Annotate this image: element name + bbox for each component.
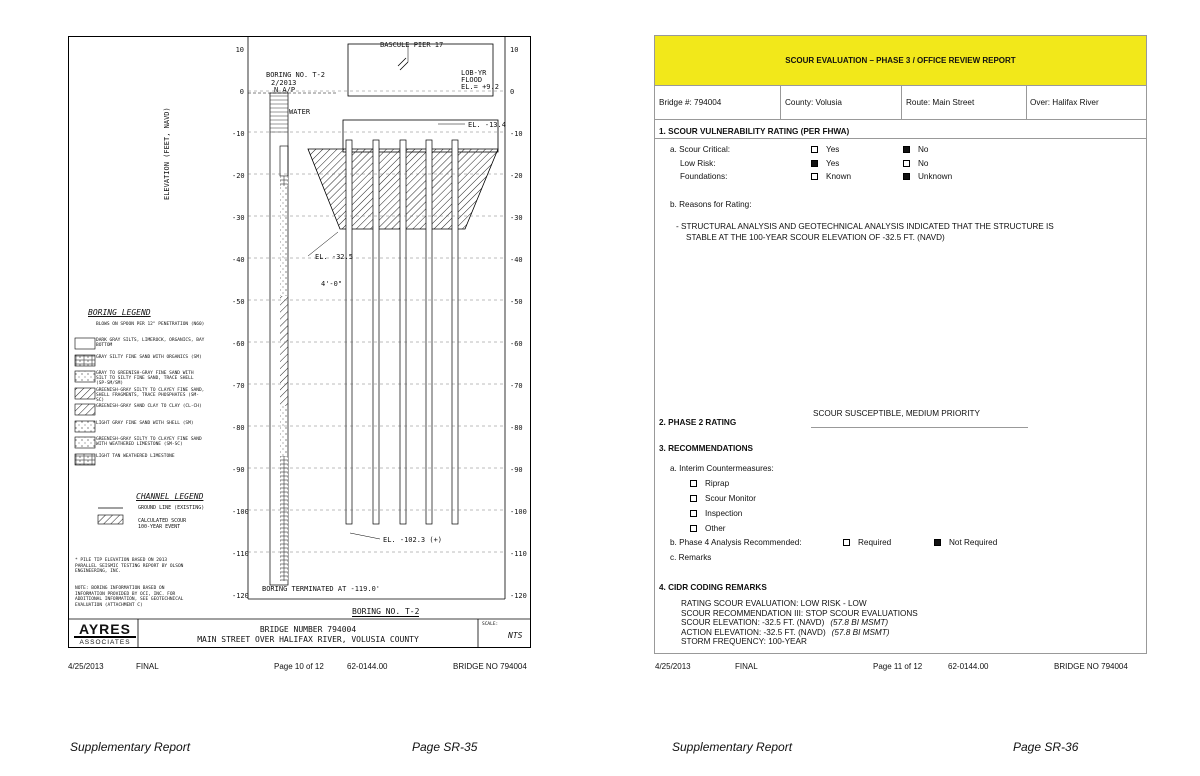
flood-label-line: EL.= +9.2 bbox=[461, 83, 499, 91]
flood-label bbox=[461, 70, 499, 91]
interim-item[interactable] bbox=[690, 479, 729, 488]
boring-legend-item: GREENISH-GRAY SILTY TO CLAYEY FINE SAND WITH WEATHERED LIMESTONE (SM-SC) bbox=[96, 437, 202, 448]
cidr-line-extra: (57.8 BI MSMT) bbox=[830, 618, 889, 627]
elevation-tick-label: -120 bbox=[510, 592, 527, 600]
reasons-text: - STRUCTURAL ANALYSIS AND GEOTECHNICAL ANALYSIS INDICATED THAT THE STRUCTURE IS bbox=[676, 222, 1054, 231]
left-footer-job: 62-0144.00 bbox=[347, 662, 388, 671]
el-scour-label: EL. -32.5 bbox=[315, 253, 353, 261]
s4-title: 4. CIDR CODING REMARKS bbox=[659, 583, 767, 592]
notes: NOTE: BORING INFORMATION BASED ON INFORMATION PROVIDED BY OCI, INC. FOR ADDITIONAL INFORMATION, SEE GEOTECHNICAL EVALUATION (ATTACHMENT C) bbox=[75, 586, 184, 608]
drawing-title-line: BRIDGE NUMBER 794004 bbox=[259, 625, 357, 634]
checkbox-checked[interactable] bbox=[811, 160, 818, 167]
checkbox-checked[interactable] bbox=[903, 146, 910, 153]
elevation-tick-label: 10 bbox=[510, 46, 519, 54]
ayres-logo bbox=[74, 622, 136, 646]
cidr-line-extra: (57.8 BI MSMT) bbox=[831, 627, 890, 637]
elevation-tick-label: -30 bbox=[232, 214, 245, 222]
right-footer-page: Page 11 of 12 bbox=[873, 662, 923, 671]
elevation-tick-label: -100 bbox=[510, 508, 527, 516]
interim-item-label: Other bbox=[705, 524, 726, 533]
cidr-line-text: SCOUR RECOMMENDATION III: STOP SCOUR EVALUATIONS bbox=[681, 608, 918, 618]
elevation-tick-label: -60 bbox=[510, 340, 523, 348]
boring-legend-item: BLOWS ON SPOON PER 12" PENETRATION (N60) bbox=[96, 322, 205, 327]
el-tip-label: EL. -102.3 (+) bbox=[383, 536, 443, 544]
cidr-line-text: RATING SCOUR EVALUATION: LOW RISK - LOW bbox=[681, 599, 867, 608]
s1-option-label: Yes bbox=[826, 145, 840, 154]
left-supp-report: Supplementary Report bbox=[70, 740, 191, 754]
interim-item-label: Scour Monitor bbox=[705, 494, 756, 503]
s1-option[interactable] bbox=[811, 145, 839, 154]
left-footer-status: FINAL bbox=[136, 662, 159, 671]
left-footer-bridge: BRIDGE NO 794004 bbox=[453, 662, 527, 671]
channel-legend-title: CHANNEL LEGEND bbox=[136, 492, 204, 501]
boring-footer-label: BORING NO. T-2 bbox=[352, 607, 420, 616]
left-footer-page: Page 10 of 12 bbox=[274, 662, 324, 671]
right-supp-page: Page SR-36 bbox=[1013, 740, 1079, 754]
logo-subtext: ASSOCIATES bbox=[79, 639, 131, 646]
s1-option[interactable] bbox=[811, 172, 851, 181]
checkbox-empty[interactable] bbox=[843, 539, 850, 546]
s1-option[interactable] bbox=[903, 172, 952, 181]
s1-row-label: a. Scour Critical: bbox=[670, 145, 731, 154]
elevation-tick-label: -40 bbox=[510, 256, 523, 264]
boring-legend-item: DARK GRAY SILTS, LIMEROCK, ORGANICS, BAY BOTTOM bbox=[96, 338, 205, 349]
boring-terminated: BORING TERMINATED AT -119.0' bbox=[262, 585, 381, 593]
checkbox-empty[interactable] bbox=[690, 495, 697, 502]
elevation-tick-label: -80 bbox=[232, 424, 245, 432]
reasons-text: STABLE AT THE 100-YEAR SCOUR ELEVATION OF -32.5 FT. (NAVD) bbox=[686, 233, 945, 242]
phase4-required[interactable] bbox=[843, 538, 891, 547]
cidr-line bbox=[681, 618, 888, 627]
channel-legend-item: GROUND LINE (EXISTING) bbox=[138, 505, 205, 511]
s2-underline bbox=[811, 427, 1028, 428]
s1-option[interactable] bbox=[903, 145, 928, 154]
boring-legend-item: LIGHT TAN WEATHERED LIMESTONE bbox=[96, 453, 175, 459]
drawing-title bbox=[140, 625, 476, 645]
elevation-tick-label: -20 bbox=[232, 172, 245, 180]
left-supp-page: Page SR-35 bbox=[412, 740, 478, 754]
boring-legend-item: GREENISH-GRAY SILTY TO CLAYEY FINE SAND, SHELL FRAGMENTS, TRACE PHOSPHATES (SM-SC) bbox=[96, 387, 205, 403]
phase4-label: b. Phase 4 Analysis Recommended: bbox=[670, 538, 802, 547]
s1-option-label: Unknown bbox=[918, 172, 953, 181]
s1-option-label: No bbox=[918, 145, 929, 154]
s1-divider bbox=[655, 138, 1146, 139]
s1-option-label: Known bbox=[826, 172, 852, 181]
s2-title: 2. PHASE 2 RATING bbox=[659, 418, 737, 427]
checkbox-empty[interactable] bbox=[903, 160, 910, 167]
info-row bbox=[655, 85, 1146, 120]
interim-item[interactable] bbox=[690, 509, 742, 518]
interim-item-label: Riprap bbox=[705, 479, 730, 488]
elevation-tick-label: -40 bbox=[232, 256, 245, 264]
elevation-tick-label: -110 bbox=[510, 550, 527, 558]
pier-label: BASCULE PIER 17 bbox=[380, 41, 444, 49]
checkbox-empty[interactable] bbox=[690, 525, 697, 532]
boring-legend-item: GREENISH-GRAY SAND CLAY TO CLAY (CL-CH) bbox=[96, 404, 202, 409]
report-header bbox=[655, 36, 1146, 86]
elevation-tick-label: -80 bbox=[510, 424, 523, 432]
report-title: SCOUR EVALUATION – PHASE 3 / OFFICE REVIEW REPORT bbox=[785, 56, 1016, 65]
checkbox-checked[interactable] bbox=[903, 173, 910, 180]
elevation-tick-label: -10 bbox=[510, 130, 523, 138]
right-footer-bridge: BRIDGE NO 794004 bbox=[1054, 662, 1128, 671]
cidr-line bbox=[681, 637, 807, 646]
boring-number: BORING NO. T-2 bbox=[266, 71, 326, 79]
remarks-label: c. Remarks bbox=[670, 553, 712, 562]
elevation-tick-label: 0 bbox=[510, 88, 515, 96]
elevation-tick-label: -120 bbox=[232, 592, 249, 600]
checkbox-empty[interactable] bbox=[690, 480, 697, 487]
water-label: WATER bbox=[289, 108, 311, 116]
elevation-tick-label: -60 bbox=[232, 340, 245, 348]
checkbox-checked[interactable] bbox=[934, 539, 941, 546]
s1-option-label: No bbox=[918, 158, 929, 168]
interim-item[interactable] bbox=[690, 494, 756, 503]
scale-label: SCALE: bbox=[482, 622, 499, 627]
s3-title: 3. RECOMMENDATIONS bbox=[659, 444, 754, 453]
interim-label: a. Interim Countermeasures: bbox=[670, 464, 774, 473]
elevation-tick-label: -20 bbox=[510, 172, 523, 180]
cidr-line bbox=[681, 609, 918, 618]
phase4-not-required-label: Not Required bbox=[949, 538, 998, 547]
left-footer-date: 4/25/2013 bbox=[68, 662, 104, 671]
pile-note: * PILE TIP ELEVATION BASED ON 2013 PARALLEL SEISMIC TESTING REPORT BY OLSON ENGINEERING, INC. bbox=[75, 558, 184, 574]
right-supp-report: Supplementary Report bbox=[672, 740, 793, 754]
interim-item-label: Inspection bbox=[705, 509, 743, 518]
flood-label-line: FLOOD bbox=[461, 76, 483, 84]
s2-value: SCOUR SUSCEPTIBLE, MEDIUM PRIORITY bbox=[813, 409, 980, 418]
elevation-tick-label: -90 bbox=[510, 466, 523, 474]
elevation-tick-label: -10 bbox=[232, 130, 245, 138]
s1-row-label: Low Risk: bbox=[680, 158, 716, 168]
s1-option[interactable] bbox=[811, 159, 839, 168]
s1-title: 1. SCOUR VULNERABILITY RATING (PER FHWA) bbox=[659, 127, 850, 136]
checkbox-empty[interactable] bbox=[811, 146, 818, 153]
drawing-title-line: MAIN STREET OVER HALIFAX RIVER, VOLUSIA COUNTY bbox=[197, 635, 419, 644]
boring-legend-item: LIGHT GRAY FINE SAND WITH SHELL (SM) bbox=[96, 420, 194, 426]
right-footer-date: 4/25/2013 bbox=[655, 662, 691, 671]
cidr-line-text: SCOUR ELEVATION: -32.5 FT. (NAVD) bbox=[681, 618, 825, 627]
phase4-not-required[interactable] bbox=[934, 538, 997, 547]
s1-option-label: Yes bbox=[826, 158, 840, 168]
boring-columns: N A/P bbox=[274, 86, 296, 94]
county: County: Volusia bbox=[785, 98, 842, 107]
logo-text: AYRES bbox=[74, 622, 136, 638]
route: Route: Main Street bbox=[906, 98, 975, 107]
s1-row-label: Foundations: bbox=[680, 172, 728, 181]
flood-label-line: LOB-YR bbox=[461, 69, 487, 77]
cidr-line-text: STORM FREQUENCY: 100-YEAR bbox=[681, 637, 807, 646]
channel-legend-item: CALCULATED SCOUR 100-YEAR EVENT bbox=[138, 518, 187, 530]
elevation-tick-label: -90 bbox=[232, 466, 245, 474]
elevation-tick-label: 0 bbox=[239, 88, 244, 96]
el-top-label: EL. -13.4 bbox=[468, 121, 506, 129]
boring-legend-item: GRAY SILTY FINE SAND WITH ORGANICS (SM) bbox=[96, 354, 202, 360]
elevation-tick-label: -50 bbox=[232, 298, 245, 306]
elevation-tick-label: -70 bbox=[510, 382, 523, 390]
elevation-tick-label: -70 bbox=[232, 382, 245, 390]
scale-value: NTS bbox=[508, 631, 523, 640]
interim-item[interactable] bbox=[690, 524, 725, 533]
cidr-line bbox=[681, 599, 867, 608]
over: Over: Halifax River bbox=[1030, 98, 1099, 107]
phase4-required-label: Required bbox=[858, 538, 892, 547]
elevation-axis-label: ELEVATION (FEET, NAVD) bbox=[163, 107, 171, 200]
boring-legend-item: GRAY TO GREENISH-GRAY FINE SAND WITH SILT TO SILTY FINE SAND, TRACE SHELL (SP-SM/SM) bbox=[96, 371, 194, 387]
boring-date: 2/2013 bbox=[271, 79, 297, 87]
elevation-tick-label: 10 bbox=[235, 46, 244, 54]
elevation-tick-label: -50 bbox=[510, 298, 523, 306]
elevation-tick-label: -30 bbox=[510, 214, 523, 222]
elevation-tick-label: -110 bbox=[232, 550, 249, 558]
cidr-line-text: ACTION ELEVATION: -32.5 FT. (NAVD) bbox=[681, 627, 826, 637]
elevation-tick-label: -100 bbox=[232, 508, 249, 516]
bridge-number: Bridge #: 794004 bbox=[659, 98, 722, 107]
boring-legend-title: BORING LEGEND bbox=[88, 308, 151, 317]
cidr-line bbox=[681, 628, 889, 637]
checkbox-empty[interactable] bbox=[811, 173, 818, 180]
pile-size-label: 4'-0" bbox=[321, 280, 343, 288]
right-footer-status: FINAL bbox=[735, 662, 758, 671]
reasons-label: b. Reasons for Rating: bbox=[670, 200, 752, 209]
right-footer-job: 62-0144.00 bbox=[948, 662, 989, 671]
s1-option[interactable] bbox=[903, 159, 928, 168]
checkbox-empty[interactable] bbox=[690, 510, 697, 517]
